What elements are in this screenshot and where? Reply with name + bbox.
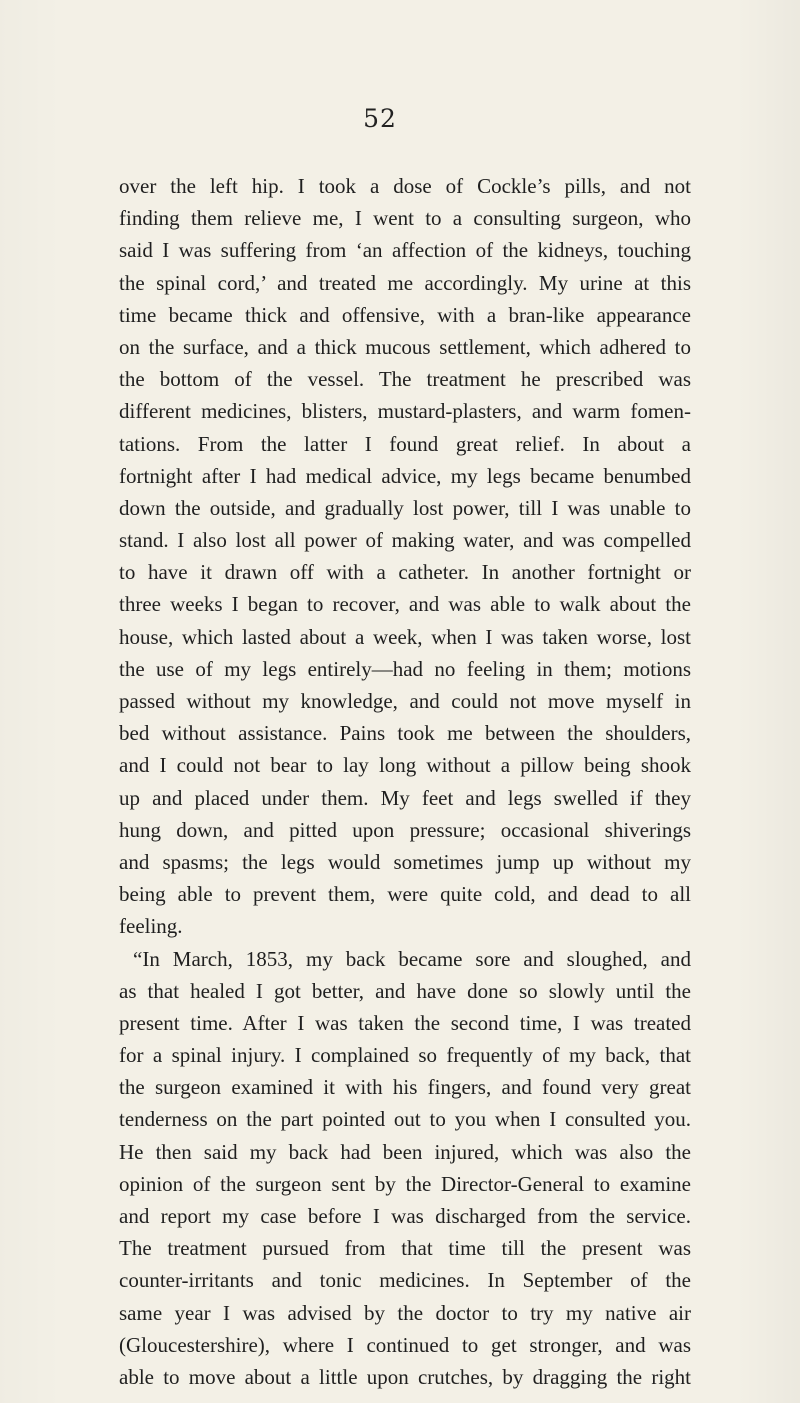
text-line-20: up and placed under them. My feet and legs swelled if they	[119, 785, 691, 810]
text-line-14: three weeks I began to recover, and was able to walk about the	[119, 592, 691, 617]
text-line-2: finding them relieve me, I went to a consulting surgeon, who	[119, 206, 691, 231]
text-line-18: bed without assistance. Pains took me between the shoulders,	[119, 721, 691, 746]
text-line-3: said I was suffering from ‘an affection of the kidneys, touching	[119, 238, 691, 263]
body-text	[119, 170, 691, 1393]
text-line-17: passed without my knowledge, and could not move myself in	[119, 689, 691, 713]
text-line-7: the bottom of the vessel. The treatment he prescribed was	[119, 367, 691, 392]
text-line-6: on the surface, and a thick mucous settlement, which adhered to	[119, 334, 691, 359]
text-line-28: for a spinal injury. I complained so frequently of my back, that	[119, 1043, 691, 1068]
text-line-22: and spasms; the legs would sometimes jump up without my	[119, 849, 691, 874]
text-line-1: over the left hip. I took a dose of Cockle’s pills, and not	[119, 174, 691, 198]
text-line-23: being able to prevent them, were quite cold, and dead to all	[119, 882, 691, 907]
text-line-34: The treatment pursued from that time till the present was	[119, 1236, 691, 1261]
text-line-15: house, which lasted about a week, when I was taken worse, lost	[119, 624, 691, 649]
text-line-29: the surgeon examined it with his fingers, and found very great	[119, 1075, 691, 1100]
text-line-25: “In March, 1853, my back became sore and sloughed, and	[133, 946, 691, 971]
text-line-19: and I could not bear to lay long without a pillow being shook	[119, 753, 691, 778]
text-line-36: same year I was advised by the doctor to try my native air	[119, 1300, 691, 1325]
text-line-33: and report my case before I was discharged from the service.	[119, 1204, 691, 1228]
text-line-27: present time. After I was taken the second time, I was treated	[119, 1010, 691, 1035]
text-line-30: tenderness on the part pointed out to you when I consulted you.	[119, 1107, 691, 1132]
text-line-37: (Gloucestershire), where I continued to get stronger, and was	[119, 1332, 691, 1357]
text-line-4: the spinal cord,’ and treated me accordingly. My urine at this	[119, 270, 691, 295]
text-line-21: hung down, and pitted upon pressure; occasional shiverings	[119, 817, 691, 842]
text-line-5: time became thick and offensive, with a bran-like appearance	[119, 302, 691, 327]
text-line-8: different medicines, blisters, mustard-plasters, and warm fomen-	[119, 399, 691, 424]
text-line-24: feeling.	[119, 914, 183, 939]
text-line-35: counter-irritants and tonic medicines. In September of the	[119, 1268, 691, 1293]
text-line-38: able to move about a little upon crutches, by dragging the right	[119, 1364, 691, 1389]
text-line-32: opinion of the surgeon sent by the Director-General to examine	[119, 1171, 691, 1196]
text-line-26: as that healed I got better, and have done so slowly until the	[119, 978, 691, 1003]
text-line-12: stand. I also lost all power of making water, and was compelled	[119, 528, 691, 553]
text-line-16: the use of my legs entirely—had no feeling in them; motions	[119, 656, 691, 681]
text-line-11: down the outside, and gradually lost power, till I was unable to	[119, 495, 691, 520]
text-line-13: to have it drawn off with a catheter. In another fortnight or	[119, 560, 691, 585]
page-number: 52	[363, 104, 397, 133]
text-line-31: He then said my back had been injured, which was also the	[119, 1139, 691, 1164]
text-line-10: fortnight after I had medical advice, my legs became benumbed	[119, 463, 691, 488]
text-line-9: tations. From the latter I found great relief. In about a	[119, 431, 691, 456]
